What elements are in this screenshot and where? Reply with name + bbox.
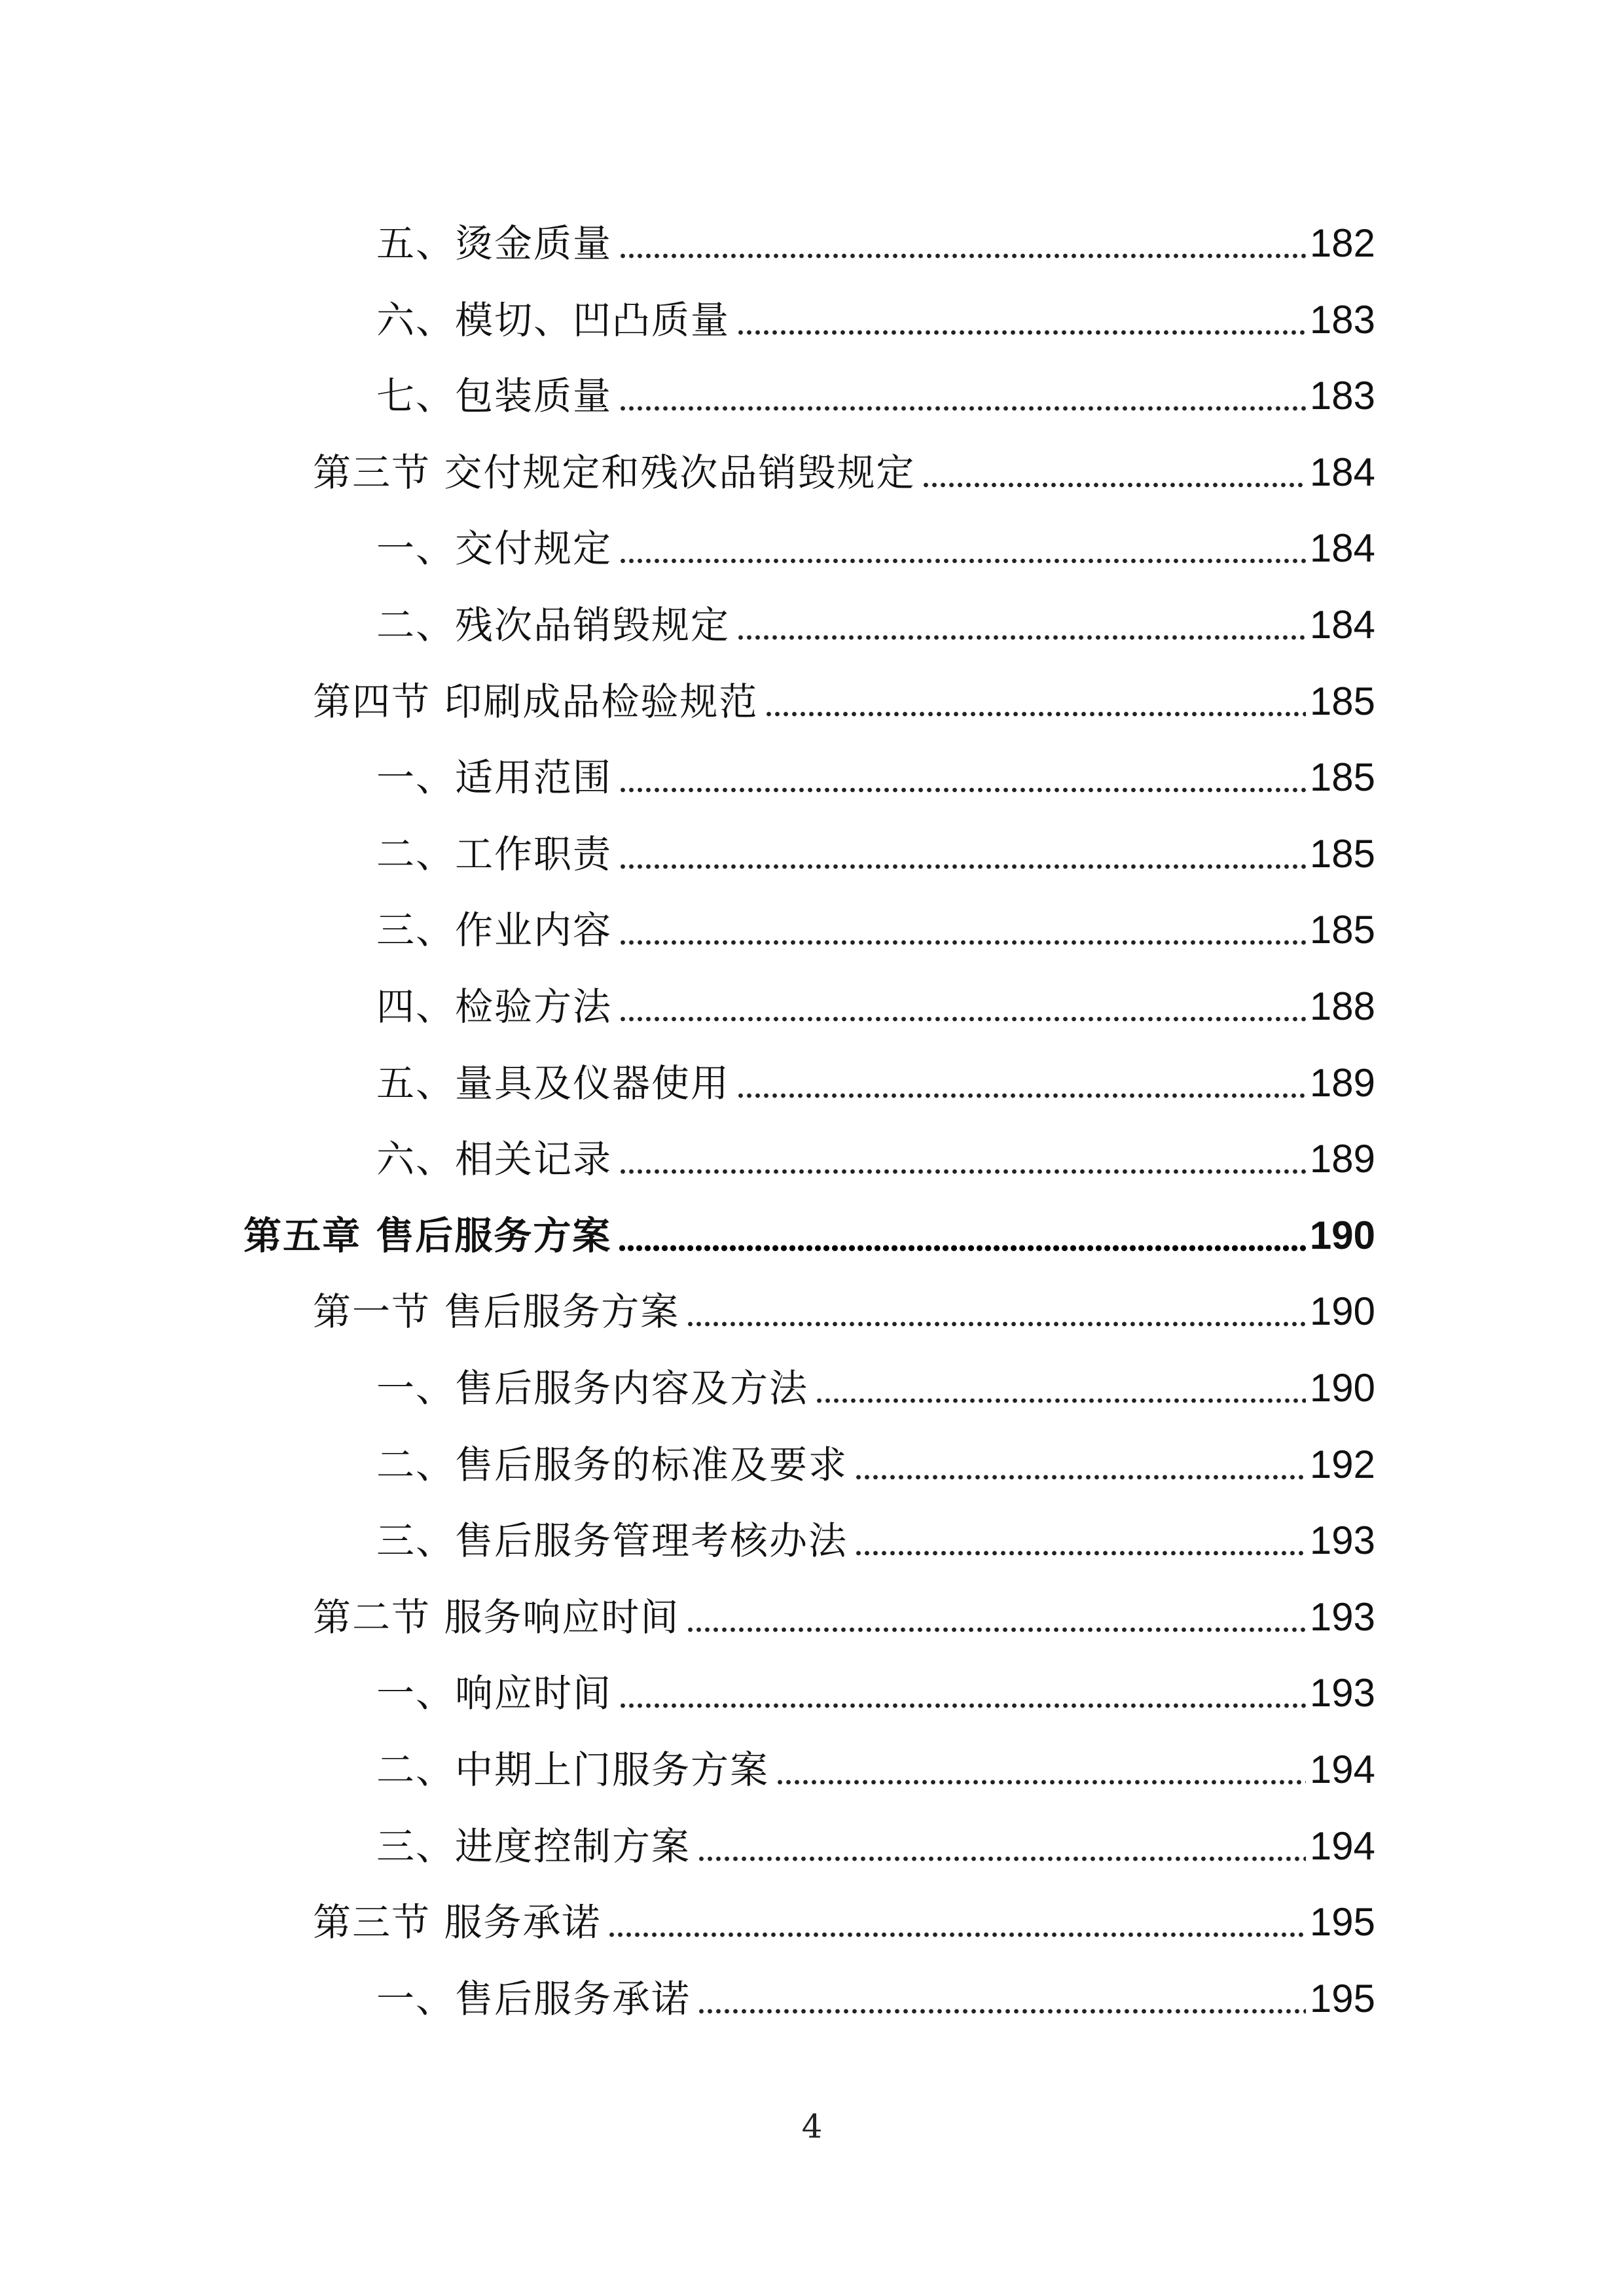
toc-entry-page-wrap <box>1310 977 1624 1036</box>
toc-entry-page-number: 195 <box>1309 1900 1375 1944</box>
toc-entry-page-wrap <box>1310 1054 1624 1113</box>
toc-entry-page-number: 182 <box>1309 221 1375 265</box>
toc-entry-item[interactable] <box>0 1817 1624 1876</box>
dot-leader <box>619 404 1306 412</box>
toc-entry-page-number: 189 <box>1309 1137 1375 1181</box>
dot-leader <box>815 1397 1306 1405</box>
dot-leader <box>686 1320 1305 1328</box>
toc-entry-title: 第五章 售后服务方案 <box>244 1213 612 1258</box>
toc-entry-title: 一、适用范围 <box>376 755 613 800</box>
toc-entry-page-number: 184 <box>1309 526 1375 570</box>
toc-entry-item[interactable] <box>0 1435 1624 1494</box>
toc-entry-title: 六、相关记录 <box>376 1137 613 1181</box>
toc-entry-page-number: 185 <box>1309 755 1375 799</box>
dot-leader <box>619 1168 1306 1175</box>
toc-entry-item[interactable] <box>0 519 1624 578</box>
toc-entry-item[interactable] <box>0 977 1624 1036</box>
dot-leader <box>736 1092 1306 1100</box>
dot-leader <box>619 1702 1306 1710</box>
toc-entry-page-number: 193 <box>1309 1595 1375 1639</box>
toc-entry-item[interactable] <box>0 1511 1624 1570</box>
dot-leader <box>854 1549 1306 1557</box>
toc-entry-page-wrap <box>1310 1817 1624 1876</box>
dot-leader <box>619 863 1306 870</box>
toc-entry-title: 二、残次品销毁规定 <box>376 603 731 647</box>
toc-entry-section[interactable] <box>0 1282 1624 1341</box>
toc-entry-page-number: 184 <box>1309 450 1375 494</box>
toc-entry-title: 五、烫金质量 <box>376 221 613 266</box>
toc-entry-page-number: 185 <box>1309 679 1375 723</box>
toc-entry-title: 第一节 售后服务方案 <box>313 1289 680 1334</box>
toc-entry-item[interactable] <box>0 214 1624 273</box>
dot-leader <box>619 557 1306 565</box>
toc-entry-page-wrap <box>1310 1435 1624 1494</box>
dot-leader <box>619 1015 1306 1023</box>
toc-entry-page-wrap <box>1310 1664 1624 1723</box>
toc-entry-title: 六、模切、凹凸质量 <box>376 298 731 342</box>
toc-entry-page-wrap <box>1310 901 1624 960</box>
toc-entry-section[interactable] <box>0 443 1624 502</box>
dot-leader <box>686 1626 1305 1634</box>
toc-entry-page-number: 185 <box>1309 832 1375 876</box>
toc-entry-section[interactable] <box>0 1893 1624 1952</box>
toc-entry-page-wrap <box>1310 1282 1624 1341</box>
toc-entry-page-wrap <box>1310 1893 1624 1952</box>
dot-leader <box>697 2007 1306 2015</box>
toc-entry-page-wrap <box>1310 1206 1624 1265</box>
toc-entry-page-number: 194 <box>1309 1824 1375 1868</box>
dot-leader <box>619 786 1306 794</box>
dot-leader <box>697 1855 1306 1863</box>
dot-leader <box>618 1244 1306 1252</box>
toc-entry-title: 三、售后服务管理考核办法 <box>376 1518 848 1563</box>
toc-entry-page-wrap <box>1310 443 1624 502</box>
toc-entry-page-number: 183 <box>1309 298 1375 342</box>
toc-entry-page-wrap <box>1310 214 1624 273</box>
toc-entry-title: 三、进度控制方案 <box>376 1824 691 1869</box>
toc-entry-item[interactable] <box>0 1359 1624 1418</box>
toc-entry-title: 一、响应时间 <box>376 1671 613 1715</box>
toc-entry-section[interactable] <box>0 1588 1624 1647</box>
toc-entry-item[interactable] <box>0 1969 1624 2028</box>
dot-leader <box>765 710 1305 718</box>
dot-leader <box>854 1473 1306 1481</box>
toc-entry-title: 四、检验方法 <box>376 984 613 1029</box>
toc-entry-page-wrap <box>1310 1511 1624 1570</box>
toc-entry-title: 第四节 印刷成品检验规范 <box>313 679 759 724</box>
toc-entry-title: 一、售后服务内容及方法 <box>376 1366 809 1410</box>
toc-entry-page-number: 190 <box>1309 1213 1375 1257</box>
toc-entry-page-wrap <box>1310 367 1624 425</box>
toc-entry-title: 第三节 服务承诺 <box>313 1900 602 1945</box>
toc-entry-page-number: 192 <box>1309 1443 1375 1486</box>
toc-entry-page-wrap <box>1310 1130 1624 1189</box>
dot-leader <box>736 329 1306 336</box>
toc-entry-item[interactable] <box>0 1664 1624 1723</box>
toc-entry-chapter[interactable] <box>0 1206 1624 1265</box>
toc-entry-title: 一、交付规定 <box>376 526 613 571</box>
toc-entry-item[interactable] <box>0 748 1624 807</box>
toc-entry-item[interactable] <box>0 367 1624 425</box>
toc-entry-page-number: 194 <box>1309 1748 1375 1791</box>
toc-entry-page-number: 190 <box>1309 1289 1375 1333</box>
toc-entry-page-number: 189 <box>1309 1061 1375 1105</box>
toc-entry-page-number: 190 <box>1309 1366 1375 1410</box>
toc-entry-item[interactable] <box>0 1130 1624 1189</box>
dot-leader <box>619 939 1306 946</box>
toc-entry-page-wrap <box>1310 519 1624 578</box>
toc-entry-item[interactable] <box>0 825 1624 884</box>
toc-entry-section[interactable] <box>0 672 1624 731</box>
toc-entry-title: 二、中期上门服务方案 <box>376 1748 770 1792</box>
toc-entry-page-wrap <box>1310 1588 1624 1647</box>
toc-entry-page-wrap <box>1310 596 1624 655</box>
dot-leader <box>607 1931 1305 1939</box>
toc-entry-item[interactable] <box>0 596 1624 655</box>
toc-entry-page-wrap <box>1310 1359 1624 1418</box>
toc-entry-item[interactable] <box>0 1740 1624 1799</box>
toc-entry-title: 七、包装质量 <box>376 374 613 418</box>
toc-entry-title: 第二节 服务响应时间 <box>313 1595 680 1640</box>
dot-leader <box>619 252 1306 260</box>
toc-entry-item[interactable] <box>0 1054 1624 1113</box>
toc-entry-page-number: 195 <box>1309 1977 1375 2020</box>
dot-leader <box>776 1778 1306 1786</box>
toc-entry-title: 三、作业内容 <box>376 908 613 952</box>
toc-entry-page-number: 184 <box>1309 603 1375 647</box>
toc-entry-page-wrap <box>1310 1740 1624 1799</box>
toc-entry-title: 一、售后服务承诺 <box>376 1977 691 2021</box>
toc-entry-page-wrap <box>1310 748 1624 807</box>
toc-entry-page-number: 185 <box>1309 908 1375 952</box>
toc-entry-title: 二、工作职责 <box>376 832 613 876</box>
toc-entry-page-wrap <box>1310 825 1624 884</box>
toc-entry-page-wrap <box>1310 672 1624 731</box>
toc-entry-page-number: 183 <box>1309 374 1375 418</box>
toc-entry-page-number: 188 <box>1309 984 1375 1028</box>
page-number: 4 <box>801 2108 823 2145</box>
dot-leader <box>736 634 1306 641</box>
toc-entry-title: 二、售后服务的标准及要求 <box>376 1443 848 1487</box>
toc-entry-page-wrap <box>1310 1969 1624 2028</box>
toc-entry-page-wrap <box>1310 291 1624 350</box>
toc-entry-title: 五、量具及仪器使用 <box>376 1061 731 1105</box>
toc-entry-page-number: 193 <box>1309 1518 1375 1562</box>
toc-entry-page-number: 193 <box>1309 1671 1375 1715</box>
toc-entry-item[interactable] <box>0 291 1624 350</box>
toc-entry-title: 第三节 交付规定和残次品销毁规定 <box>313 450 916 495</box>
dot-leader <box>922 481 1305 489</box>
toc-entry-item[interactable] <box>0 901 1624 960</box>
